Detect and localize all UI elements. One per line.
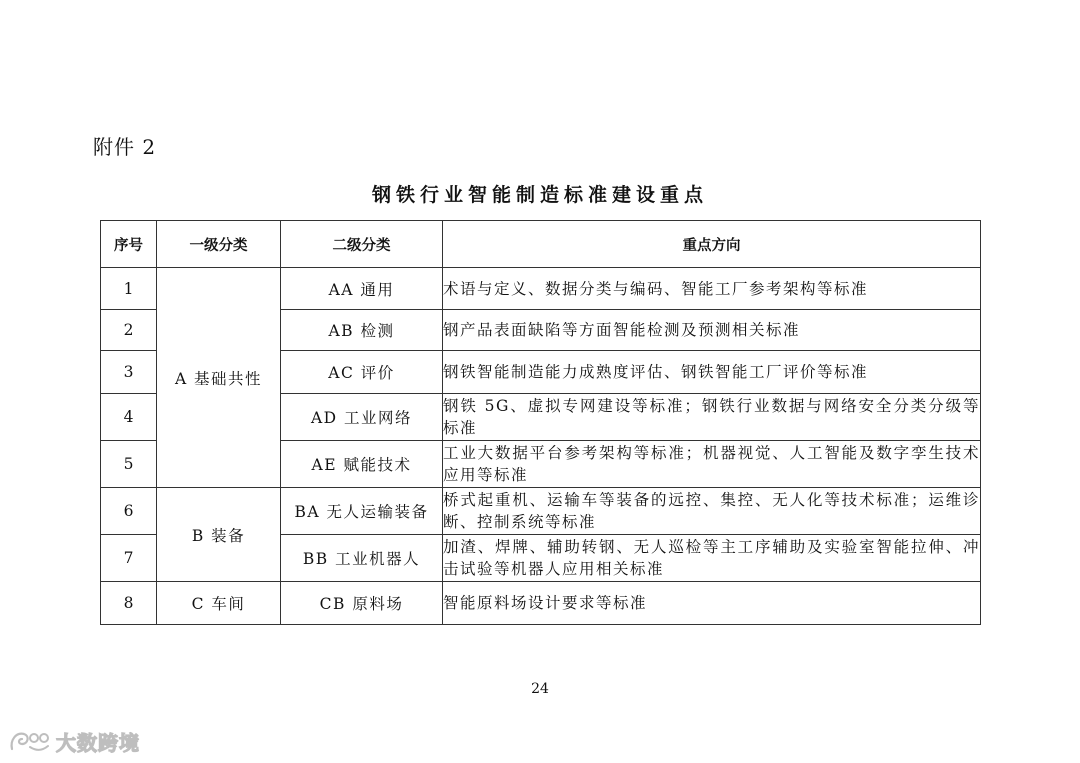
header-no: 序号 <box>101 221 157 268</box>
row-code: CB 原料场 <box>281 582 443 625</box>
table-row <box>101 268 981 310</box>
document-title: 钢铁行业智能制造标准建设重点 <box>371 184 708 206</box>
table-header-row <box>101 221 981 268</box>
row-direction: 术语与定义、数据分类与编码、智能工厂参考架构等标准 <box>443 268 981 310</box>
table-row <box>101 488 981 535</box>
row-direction: 加渣、焊牌、辅助转钢、无人巡检等主工序辅助及实验室智能拉伸、冲击试验等机器人应用相关标准 <box>443 535 981 582</box>
row-code: AB 检测 <box>281 310 443 351</box>
table-row <box>101 582 981 625</box>
row-direction: 钢铁 5G、虚拟专网建设等标准；钢铁行业数据与网络安全分类分级等标准 <box>443 394 981 441</box>
header-level1: 一级分类 <box>157 221 281 268</box>
attachment-label: 附件 2 <box>93 135 157 159</box>
row-direction: 工业大数据平台参考架构等标准；机器视觉、人工智能及数字孪生技术应用等标准 <box>443 441 981 488</box>
row-code: BB 工业机器人 <box>281 535 443 582</box>
page-number: 24 <box>531 681 549 697</box>
watermark <box>8 726 140 756</box>
row-no: 4 <box>101 394 157 441</box>
dashuju-logo-icon <box>8 728 52 754</box>
row-no: 6 <box>101 488 157 535</box>
row-no: 1 <box>101 268 157 310</box>
row-code: AA 通用 <box>281 268 443 310</box>
row-code: AE 赋能技术 <box>281 441 443 488</box>
row-no: 7 <box>101 535 157 582</box>
row-direction: 钢铁智能制造能力成熟度评估、钢铁智能工厂评价等标准 <box>443 351 981 394</box>
row-no: 3 <box>101 351 157 394</box>
row-code: AD 工业网络 <box>281 394 443 441</box>
row-code: AC 评价 <box>281 351 443 394</box>
group-cell: B 装备 <box>157 488 281 582</box>
row-direction: 桥式起重机、运输车等装备的远控、集控、无人化等技术标准；运维诊断、控制系统等标准 <box>443 488 981 535</box>
row-no: 5 <box>101 441 157 488</box>
row-direction: 钢产品表面缺陷等方面智能检测及预测相关标准 <box>443 310 981 351</box>
watermark-text: 大数跨境 <box>56 730 140 755</box>
header-level2: 二级分类 <box>281 221 443 268</box>
row-direction: 智能原料场设计要求等标准 <box>443 582 981 625</box>
row-no: 8 <box>101 582 157 625</box>
group-cell: C 车间 <box>157 582 281 625</box>
header-direction: 重点方向 <box>443 221 981 268</box>
row-no: 2 <box>101 310 157 351</box>
standards-table <box>100 220 981 625</box>
row-code: BA 无人运输装备 <box>281 488 443 535</box>
group-cell: A 基础共性 <box>157 268 281 488</box>
